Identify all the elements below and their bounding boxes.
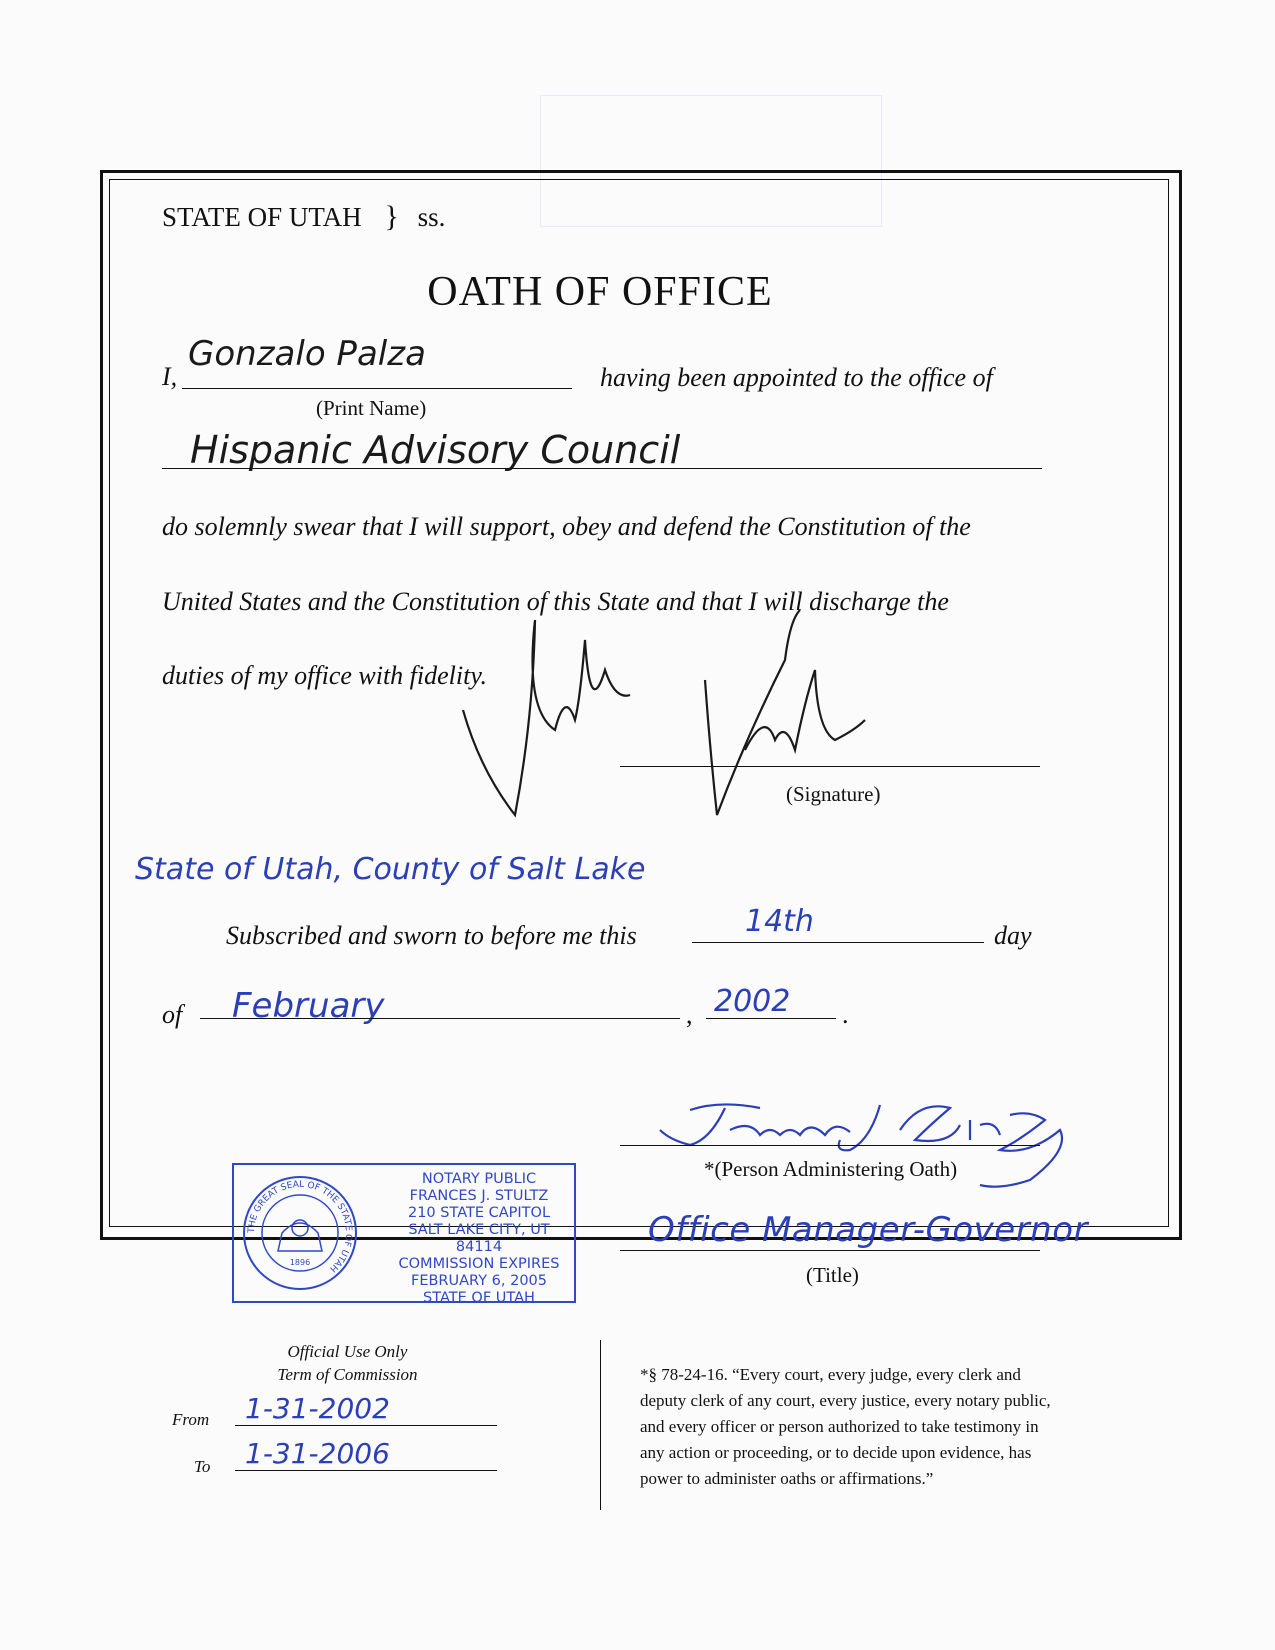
year-value: 2002: [714, 984, 791, 1019]
oath-body-line-1: do solemnly swear that I will support, obey and defend the Constitution of the: [162, 512, 971, 541]
of-label: of: [162, 1000, 183, 1029]
footnote-line-5: power to administer oaths or affirmations.”: [640, 1469, 934, 1488]
footnote-line-2: deputy clerk of any court, every justice, every notary public,: [640, 1391, 1051, 1410]
state-header: [162, 200, 445, 234]
oath-prefix: I,: [162, 362, 178, 391]
stamp-line-4: SALT LAKE CITY, UT 84114: [408, 1222, 550, 1255]
stamp-text-block: [389, 1171, 569, 1307]
page-title: OATH OF OFFICE: [427, 269, 773, 315]
state-line: STATE OF UTAH: [162, 202, 362, 232]
ss-label: ss.: [417, 202, 446, 232]
title-caption: (Title): [806, 1263, 859, 1287]
venue-value: State of Utah, County of Salt Lake: [135, 852, 646, 887]
title-line: [620, 1250, 1040, 1251]
from-date-value: 1-31-2002: [245, 1392, 390, 1425]
official-use-line-2: Term of Commission: [277, 1365, 418, 1384]
official-use-line-1: Official Use Only: [287, 1342, 408, 1361]
to-date-value: 1-31-2006: [245, 1437, 390, 1470]
stamp-line-2: FRANCES J. STULTZ: [409, 1188, 549, 1204]
to-label: To: [194, 1457, 211, 1476]
brace: }: [384, 200, 399, 233]
stamp-line-6: FEBRUARY 6, 2005: [410, 1273, 547, 1289]
administrator-caption: *(Person Administering Oath): [704, 1157, 958, 1181]
oath-body-line-3: duties of my office with fidelity.: [162, 661, 487, 690]
month-comma: ,: [686, 1000, 693, 1029]
day-label: day: [994, 921, 1032, 950]
office-value: Hispanic Advisory Council: [190, 428, 681, 472]
administrator-line: [620, 1145, 1040, 1146]
seal-text: THE GREAT SEAL OF THE STATE OF UTAH: [246, 1179, 354, 1274]
print-name-line: [182, 388, 572, 389]
statute-footnote: [640, 1362, 1051, 1492]
subscribed-text: Subscribed and sworn to before me this: [226, 921, 637, 950]
office-line: [162, 468, 1042, 469]
year-line: [706, 1018, 836, 1019]
stamp-line-5: COMMISSION EXPIRES: [398, 1256, 560, 1272]
from-label: From: [172, 1410, 210, 1429]
seal-year: 1896: [289, 1258, 311, 1267]
print-name-caption: (Print Name): [316, 396, 427, 420]
appointed-text: having been appointed to the office of: [600, 363, 993, 392]
year-period: .: [842, 1000, 849, 1029]
from-date-line: [235, 1425, 497, 1426]
state-seal-icon: [240, 1173, 360, 1293]
month-value: February: [232, 986, 385, 1026]
print-name-value: Gonzalo Palza: [188, 334, 426, 374]
signature-caption: (Signature): [786, 782, 881, 806]
oath-body-line-2: United States and the Constitution of this State and that I will discharge the: [162, 587, 949, 616]
day-value: 14th: [745, 904, 814, 939]
day-line: [692, 942, 984, 943]
footnote-line-1: *§ 78-24-16. “Every court, every judge, every clerk and: [640, 1365, 1021, 1384]
stamp-line-7: STATE OF UTAH: [423, 1290, 535, 1306]
signature-line: [620, 766, 1040, 767]
to-date-line: [235, 1470, 497, 1471]
footer-divider: [600, 1340, 601, 1510]
official-use-heading: [250, 1340, 445, 1386]
title-value: Office Manager-Governor: [648, 1210, 1089, 1250]
notary-stamp: [232, 1163, 576, 1306]
footnote-line-3: and every officer or person authorized to take testimony in: [640, 1417, 1039, 1436]
month-line: [200, 1018, 680, 1019]
footnote-line-4: any action or proceeding, or to decide upon evidence, has: [640, 1443, 1032, 1462]
stamp-line-1: NOTARY PUBLIC: [421, 1171, 537, 1187]
stamp-line-3: 210 STATE CAPITOL: [407, 1205, 551, 1221]
